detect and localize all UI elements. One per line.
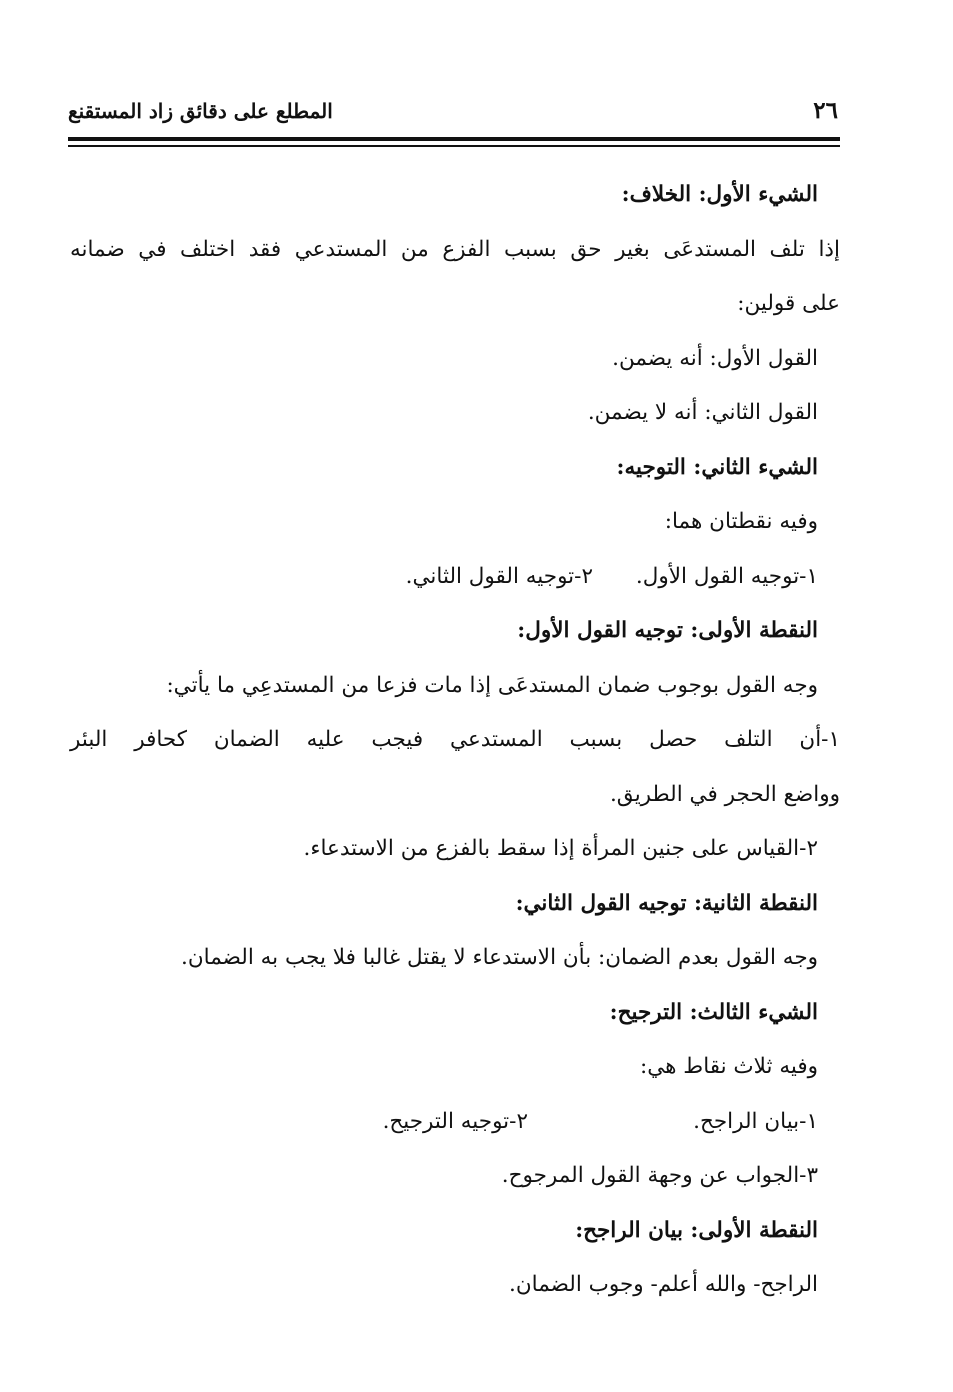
paragraph-line: وجه القول بوجوب ضمان المستدعَى إذا مات فزعا من المستدعِي ما يأتي: xyxy=(166,672,818,698)
opinion-line: القول الأول: أنه يضمن. xyxy=(612,345,818,371)
subsection-heading: النقطة الثانية: توجيه القول الثاني: xyxy=(515,890,818,916)
header-rule-thin xyxy=(68,145,840,147)
numbered-pair xyxy=(70,550,818,605)
numbered-item: ١-توجيه القول الأول. xyxy=(635,563,818,589)
numbered-item: ٣-الجواب عن وجهة القول المرجوح. xyxy=(501,1163,818,1188)
numbered-item: ٢-توجيه القول الثاني. xyxy=(405,563,593,589)
page-number: ٢٦ xyxy=(813,97,838,124)
subsection-heading: النقطة الأولى: توجيه القول الأول: xyxy=(517,618,818,643)
section-heading-disagreement: الشيء الأول: الخلاف: xyxy=(621,182,818,207)
book-title: المطلع على دقائق زاد المستقنع xyxy=(68,99,333,123)
numbered-item: ١-أن التلف حصل بسبب المستدعي فيجب عليه الضمان كحافر البئر xyxy=(70,727,840,752)
paragraph-line: وجه القول بعدم الضمان: بأن الاستدعاء لا يقتل غالبا فلا يجب به الضمان. xyxy=(181,945,818,970)
section-heading-preference: الشيء الثالث: الترجيح: xyxy=(609,999,818,1025)
paragraph-line: الراجح- والله أعلم- وجوب الضمان. xyxy=(509,1272,818,1297)
paragraph-line: إذا تلف المستدعَى بغير حق بسبب الفزع من المستدعي فقد اختلف في ضمانه xyxy=(70,236,840,262)
header-rule-thick xyxy=(68,137,840,141)
numbered-item: ٢-توجيه الترجيح. xyxy=(382,1108,528,1134)
numbered-pair xyxy=(70,1095,818,1150)
paragraph-line: على قولين: xyxy=(737,291,840,316)
paragraph-line: وواضع الحجر في الطريق. xyxy=(609,781,840,807)
numbered-item: ١-بيان الراجح. xyxy=(693,1108,818,1134)
subsection-heading: النقطة الأولى: بيان الراجح: xyxy=(575,1217,818,1243)
running-header xyxy=(68,96,838,140)
paragraph-line: وفيه ثلاث نقاط هي: xyxy=(639,1054,818,1079)
numbered-item: ٢-القياس على جنين المرأة إذا سقط بالفزع من الاستدعاء. xyxy=(303,836,818,861)
opinion-line: القول الثاني: أنه لا يضمن. xyxy=(587,400,818,425)
section-heading-justification: الشيء الثاني: التوجيه: xyxy=(616,454,818,480)
page-body xyxy=(70,168,840,1313)
paragraph-line: وفيه نقطتان هما: xyxy=(664,509,818,534)
